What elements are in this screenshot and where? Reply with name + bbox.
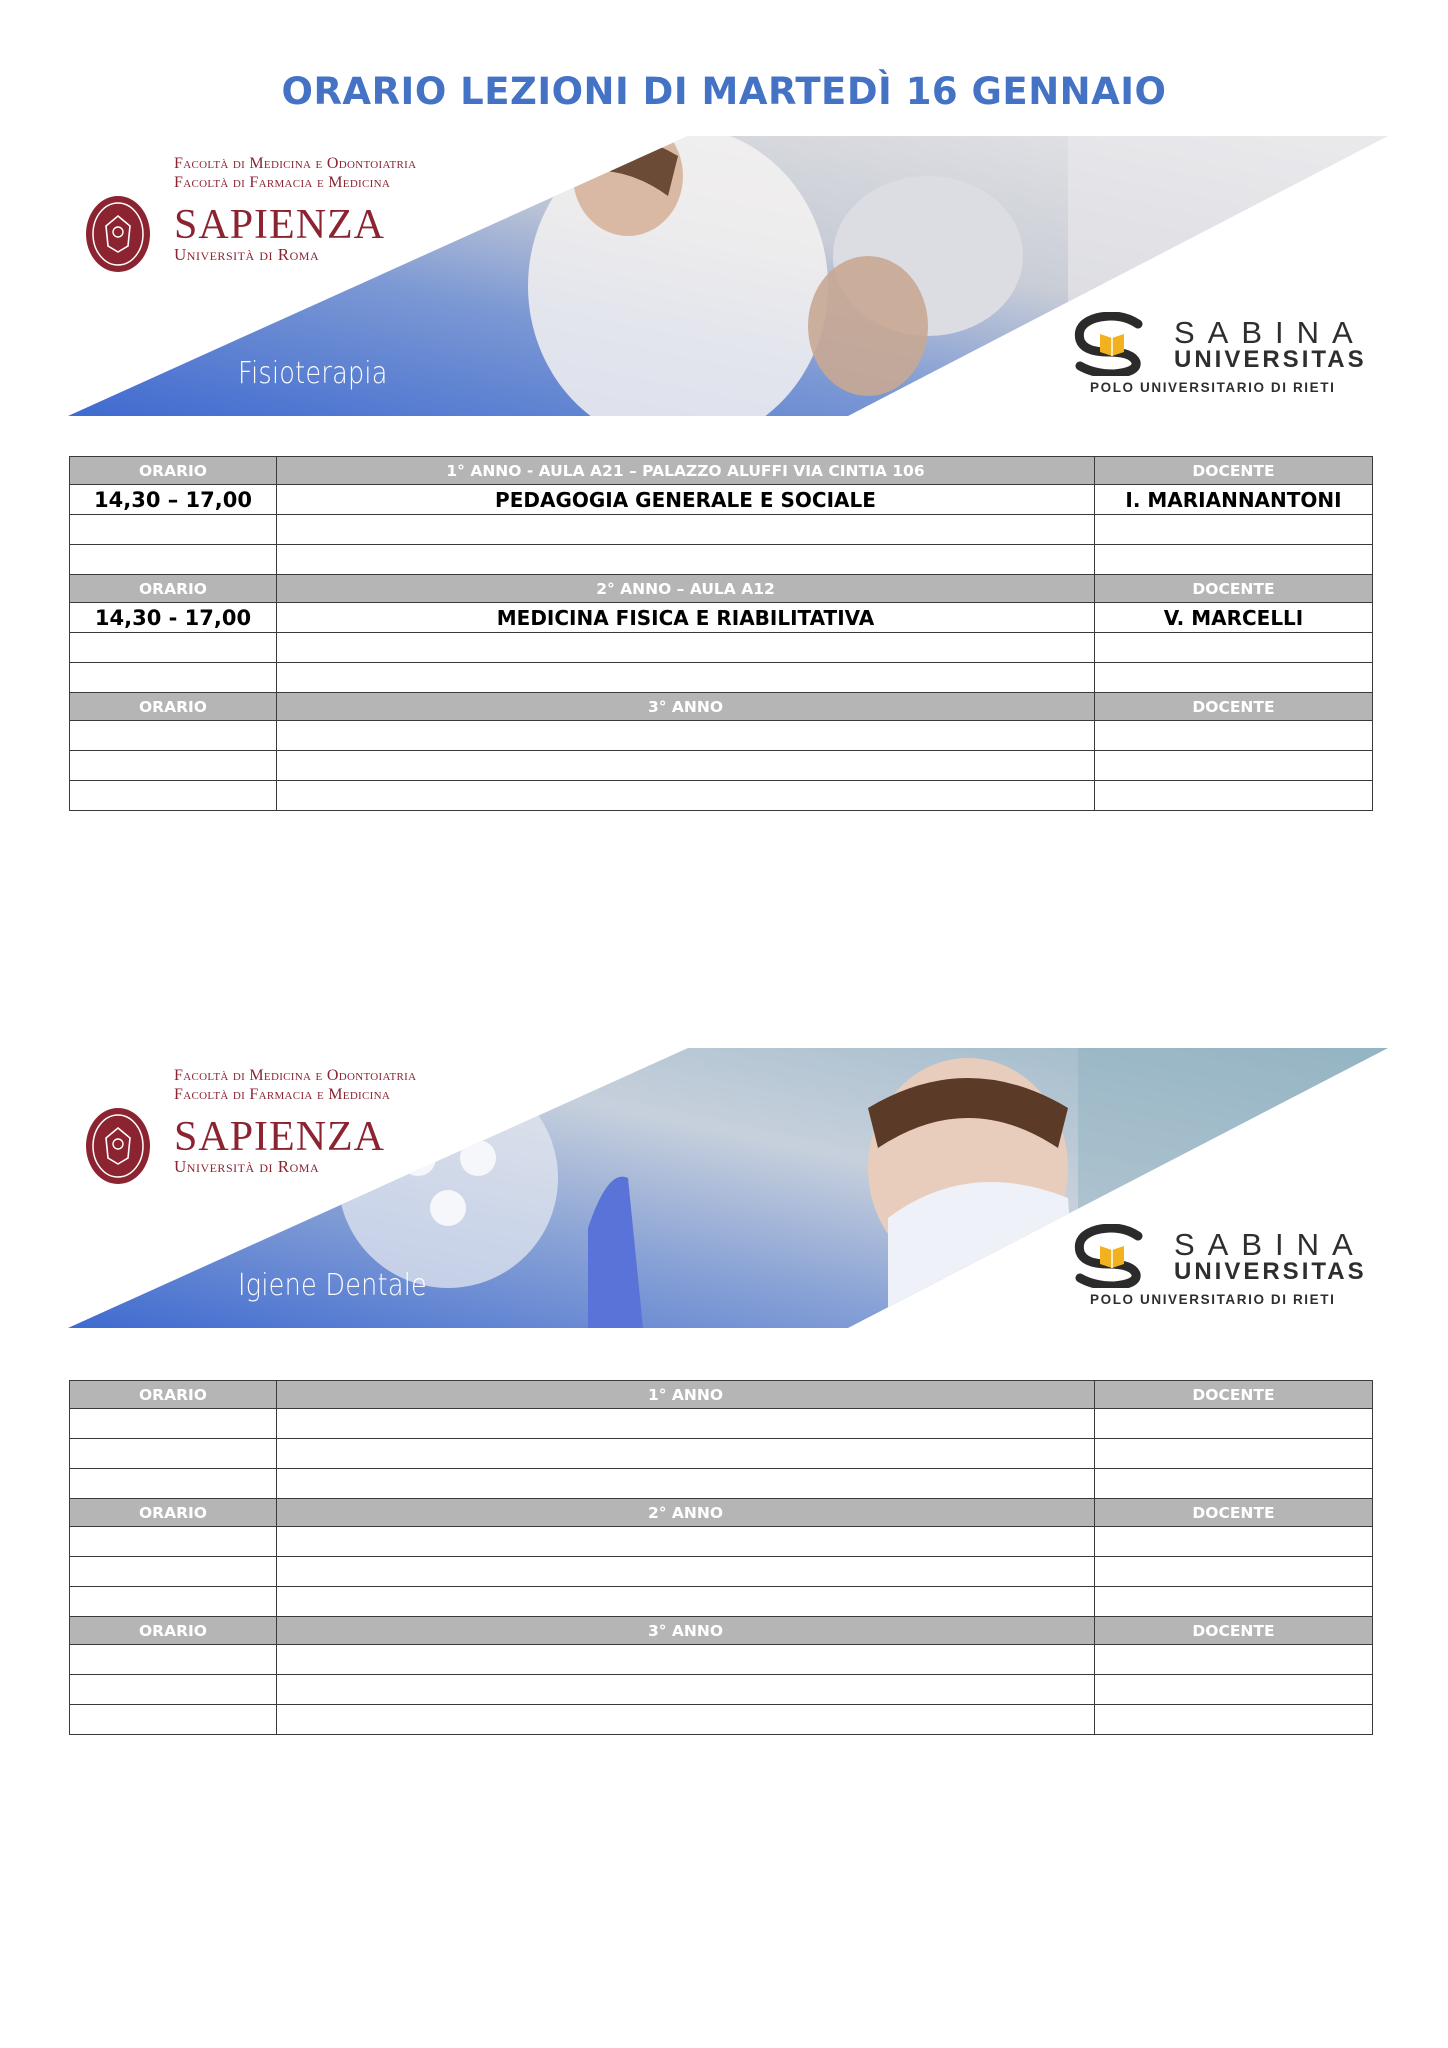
cell-time xyxy=(70,1469,277,1499)
header-teacher: DOCENTE xyxy=(1095,1499,1373,1527)
faculty-line-1: Facoltà di Medicina e Odontoiatria xyxy=(174,1067,417,1084)
table-row xyxy=(70,781,1373,811)
table-row xyxy=(70,1409,1373,1439)
cell-teacher xyxy=(1095,1557,1373,1587)
cell-time xyxy=(70,1409,277,1439)
sabina-name: SABINA xyxy=(1174,315,1366,350)
faculty-line-2: Facoltà di Farmacia e Medicina xyxy=(174,1086,391,1103)
cell-teacher xyxy=(1095,1587,1373,1617)
table-row xyxy=(70,1587,1373,1617)
cell-teacher xyxy=(1095,545,1373,575)
table-row xyxy=(70,1675,1373,1705)
schedule-table-fisioterapia xyxy=(69,456,1373,811)
cell-teacher xyxy=(1095,751,1373,781)
sabina-subtitle: UNIVERSITAS xyxy=(1174,346,1367,373)
cell-time xyxy=(70,515,277,545)
sabina-logo-icon xyxy=(1070,312,1152,376)
cell-teacher xyxy=(1095,1645,1373,1675)
table-row xyxy=(70,515,1373,545)
cell-subject xyxy=(277,1645,1095,1675)
banner-fisioterapia xyxy=(68,136,1388,416)
schedule-table-igiene-dentale xyxy=(69,1380,1373,1735)
header-time: ORARIO xyxy=(70,1499,277,1527)
faculty-line-1: Facoltà di Medicina e Odontoiatria xyxy=(174,155,417,172)
table-row xyxy=(70,1469,1373,1499)
cell-time xyxy=(70,1557,277,1587)
table-header-row xyxy=(70,1617,1373,1645)
header-year: 3° ANNO xyxy=(277,1617,1095,1645)
course-name: Igiene Dentale xyxy=(238,1268,428,1303)
cell-time: 14,30 – 17,00 xyxy=(70,485,277,515)
table-row xyxy=(70,485,1373,515)
header-year: 2° ANNO xyxy=(277,1499,1095,1527)
cell-time xyxy=(70,781,277,811)
header-year: 1° ANNO xyxy=(277,1381,1095,1409)
cell-subject xyxy=(277,1587,1095,1617)
header-year: 1° ANNO - AULA A21 – PALAZZO ALUFFI VIA CINTIA 106 xyxy=(277,457,1095,485)
cell-subject xyxy=(277,1439,1095,1469)
header-year: 2° ANNO – AULA A12 xyxy=(277,575,1095,603)
cell-teacher xyxy=(1095,1409,1373,1439)
cell-subject xyxy=(277,721,1095,751)
header-time: ORARIO xyxy=(70,457,277,485)
sapienza-seal-icon xyxy=(84,194,152,274)
table-row xyxy=(70,603,1373,633)
cell-teacher xyxy=(1095,1675,1373,1705)
cell-teacher xyxy=(1095,663,1373,693)
cell-time xyxy=(70,1645,277,1675)
cell-teacher xyxy=(1095,721,1373,751)
course-name: Fisioterapia xyxy=(238,356,388,391)
faculty-line-2: Facoltà di Farmacia e Medicina xyxy=(174,174,391,191)
header-teacher: DOCENTE xyxy=(1095,693,1373,721)
header-time: ORARIO xyxy=(70,1381,277,1409)
cell-subject xyxy=(277,751,1095,781)
header-teacher: DOCENTE xyxy=(1095,575,1373,603)
table-row xyxy=(70,1527,1373,1557)
sapienza-name: SAPIENZA xyxy=(174,1114,386,1160)
cell-time xyxy=(70,1675,277,1705)
table-header-row xyxy=(70,457,1373,485)
table-row xyxy=(70,1557,1373,1587)
cell-time xyxy=(70,721,277,751)
page-title: ORARIO LEZIONI DI MARTEDÌ 16 GENNAIO xyxy=(281,70,1167,113)
cell-time: 14,30 - 17,00 xyxy=(70,603,277,633)
cell-teacher xyxy=(1095,1527,1373,1557)
cell-time xyxy=(70,545,277,575)
cell-subject xyxy=(277,1675,1095,1705)
table-row xyxy=(70,1645,1373,1675)
table-header-row xyxy=(70,1381,1373,1409)
cell-subject xyxy=(277,1557,1095,1587)
cell-time xyxy=(70,633,277,663)
table-row xyxy=(70,751,1373,781)
cell-teacher: I. MARIANNANTONI xyxy=(1095,485,1373,515)
cell-subject xyxy=(277,1469,1095,1499)
sapienza-name: SAPIENZA xyxy=(174,202,386,248)
table-row xyxy=(70,663,1373,693)
cell-subject: PEDAGOGIA GENERALE E SOCIALE xyxy=(277,485,1095,515)
header-teacher: DOCENTE xyxy=(1095,1381,1373,1409)
table-row xyxy=(70,721,1373,751)
header-time: ORARIO xyxy=(70,693,277,721)
cell-time xyxy=(70,1705,277,1735)
table-header-row xyxy=(70,693,1373,721)
sabina-logo-icon xyxy=(1070,1224,1152,1288)
sabina-polo: POLO UNIVERSITARIO DI RIETI xyxy=(1090,380,1336,395)
cell-subject xyxy=(277,633,1095,663)
cell-time xyxy=(70,1439,277,1469)
header-time: ORARIO xyxy=(70,1617,277,1645)
cell-teacher xyxy=(1095,1439,1373,1469)
header-year: 3° ANNO xyxy=(277,693,1095,721)
cell-subject xyxy=(277,1527,1095,1557)
table-row xyxy=(70,1705,1373,1735)
cell-teacher xyxy=(1095,781,1373,811)
banner-igiene-dentale xyxy=(68,1048,1388,1328)
cell-subject xyxy=(277,1409,1095,1439)
cell-subject xyxy=(277,1705,1095,1735)
cell-subject xyxy=(277,781,1095,811)
cell-teacher xyxy=(1095,633,1373,663)
sabina-polo: POLO UNIVERSITARIO DI RIETI xyxy=(1090,1292,1336,1307)
cell-subject xyxy=(277,515,1095,545)
cell-teacher xyxy=(1095,1705,1373,1735)
sapienza-seal-icon xyxy=(84,1106,152,1186)
header-teacher: DOCENTE xyxy=(1095,1617,1373,1645)
cell-subject xyxy=(277,663,1095,693)
sabina-subtitle: UNIVERSITAS xyxy=(1174,1258,1367,1285)
cell-teacher xyxy=(1095,515,1373,545)
table-row xyxy=(70,545,1373,575)
header-teacher: DOCENTE xyxy=(1095,457,1373,485)
cell-time xyxy=(70,663,277,693)
table-header-row xyxy=(70,1499,1373,1527)
header-time: ORARIO xyxy=(70,575,277,603)
cell-time xyxy=(70,751,277,781)
table-row xyxy=(70,1439,1373,1469)
cell-subject: MEDICINA FISICA E RIABILITATIVA xyxy=(277,603,1095,633)
cell-subject xyxy=(277,545,1095,575)
cell-teacher: V. MARCELLI xyxy=(1095,603,1373,633)
cell-teacher xyxy=(1095,1469,1373,1499)
sapienza-subtitle: Università di Roma xyxy=(174,1157,320,1176)
table-header-row xyxy=(70,575,1373,603)
cell-time xyxy=(70,1527,277,1557)
sapienza-subtitle: Università di Roma xyxy=(174,245,320,264)
sabina-name: SABINA xyxy=(1174,1227,1366,1262)
cell-time xyxy=(70,1587,277,1617)
table-row xyxy=(70,633,1373,663)
